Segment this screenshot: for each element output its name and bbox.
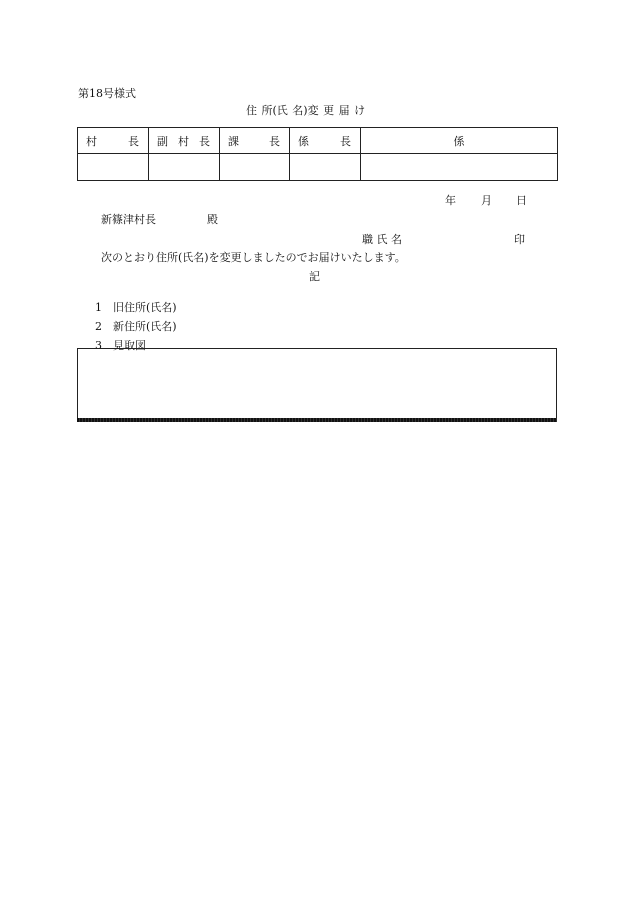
seal-label: 印 (514, 233, 525, 246)
form-number: 第18号様式 (78, 87, 136, 100)
date-month-label: 月 (481, 194, 492, 207)
date-day-label: 日 (516, 194, 527, 207)
header-text: 課 (228, 134, 239, 148)
item-number: 2 (95, 320, 102, 333)
header-village-head (78, 128, 149, 154)
stamp-cell[interactable] (361, 154, 558, 181)
header-staff (361, 128, 558, 154)
addressee: 新篠津村長 (101, 213, 156, 226)
item-label: 旧住所(氏名) (113, 301, 177, 314)
item-label: 新住所(氏名) (113, 320, 177, 333)
header-text: 村 (86, 134, 97, 148)
approval-stamp-table (77, 127, 558, 181)
stamp-cell[interactable] (220, 154, 290, 181)
header-text: 長 (128, 134, 139, 148)
stamp-cell[interactable] (149, 154, 220, 181)
item-label: 見取図 (113, 339, 146, 352)
applicant-label: 職 氏 名 (362, 233, 402, 246)
notice-text: 次のとおり住所(氏名)を変更しましたのでお届けいたします。 (101, 251, 406, 264)
item-number: 3 (95, 339, 102, 352)
header-text: 副 (157, 134, 168, 148)
ki-label: 記 (309, 270, 320, 283)
header-text: 長 (340, 134, 351, 148)
form-title: 住 所(氏 名)変 更 届 け (246, 104, 366, 117)
header-text: 村 (178, 134, 189, 148)
date-year-label: 年 (445, 194, 456, 207)
header-text: 係 (298, 134, 309, 148)
item-number: 1 (95, 301, 102, 314)
stamp-cell[interactable] (290, 154, 361, 181)
stamp-cell[interactable] (78, 154, 149, 181)
addressee-honorific: 殿 (207, 213, 218, 226)
header-text: 長 (269, 134, 280, 148)
map-drawing-area[interactable] (77, 348, 557, 419)
header-section-chief (220, 128, 290, 154)
map-box-bottom-border (77, 418, 557, 422)
header-text: 長 (199, 134, 210, 148)
header-deputy-village-head (149, 128, 220, 154)
header-text: 係 (453, 134, 465, 148)
header-subsection-chief (290, 128, 361, 154)
